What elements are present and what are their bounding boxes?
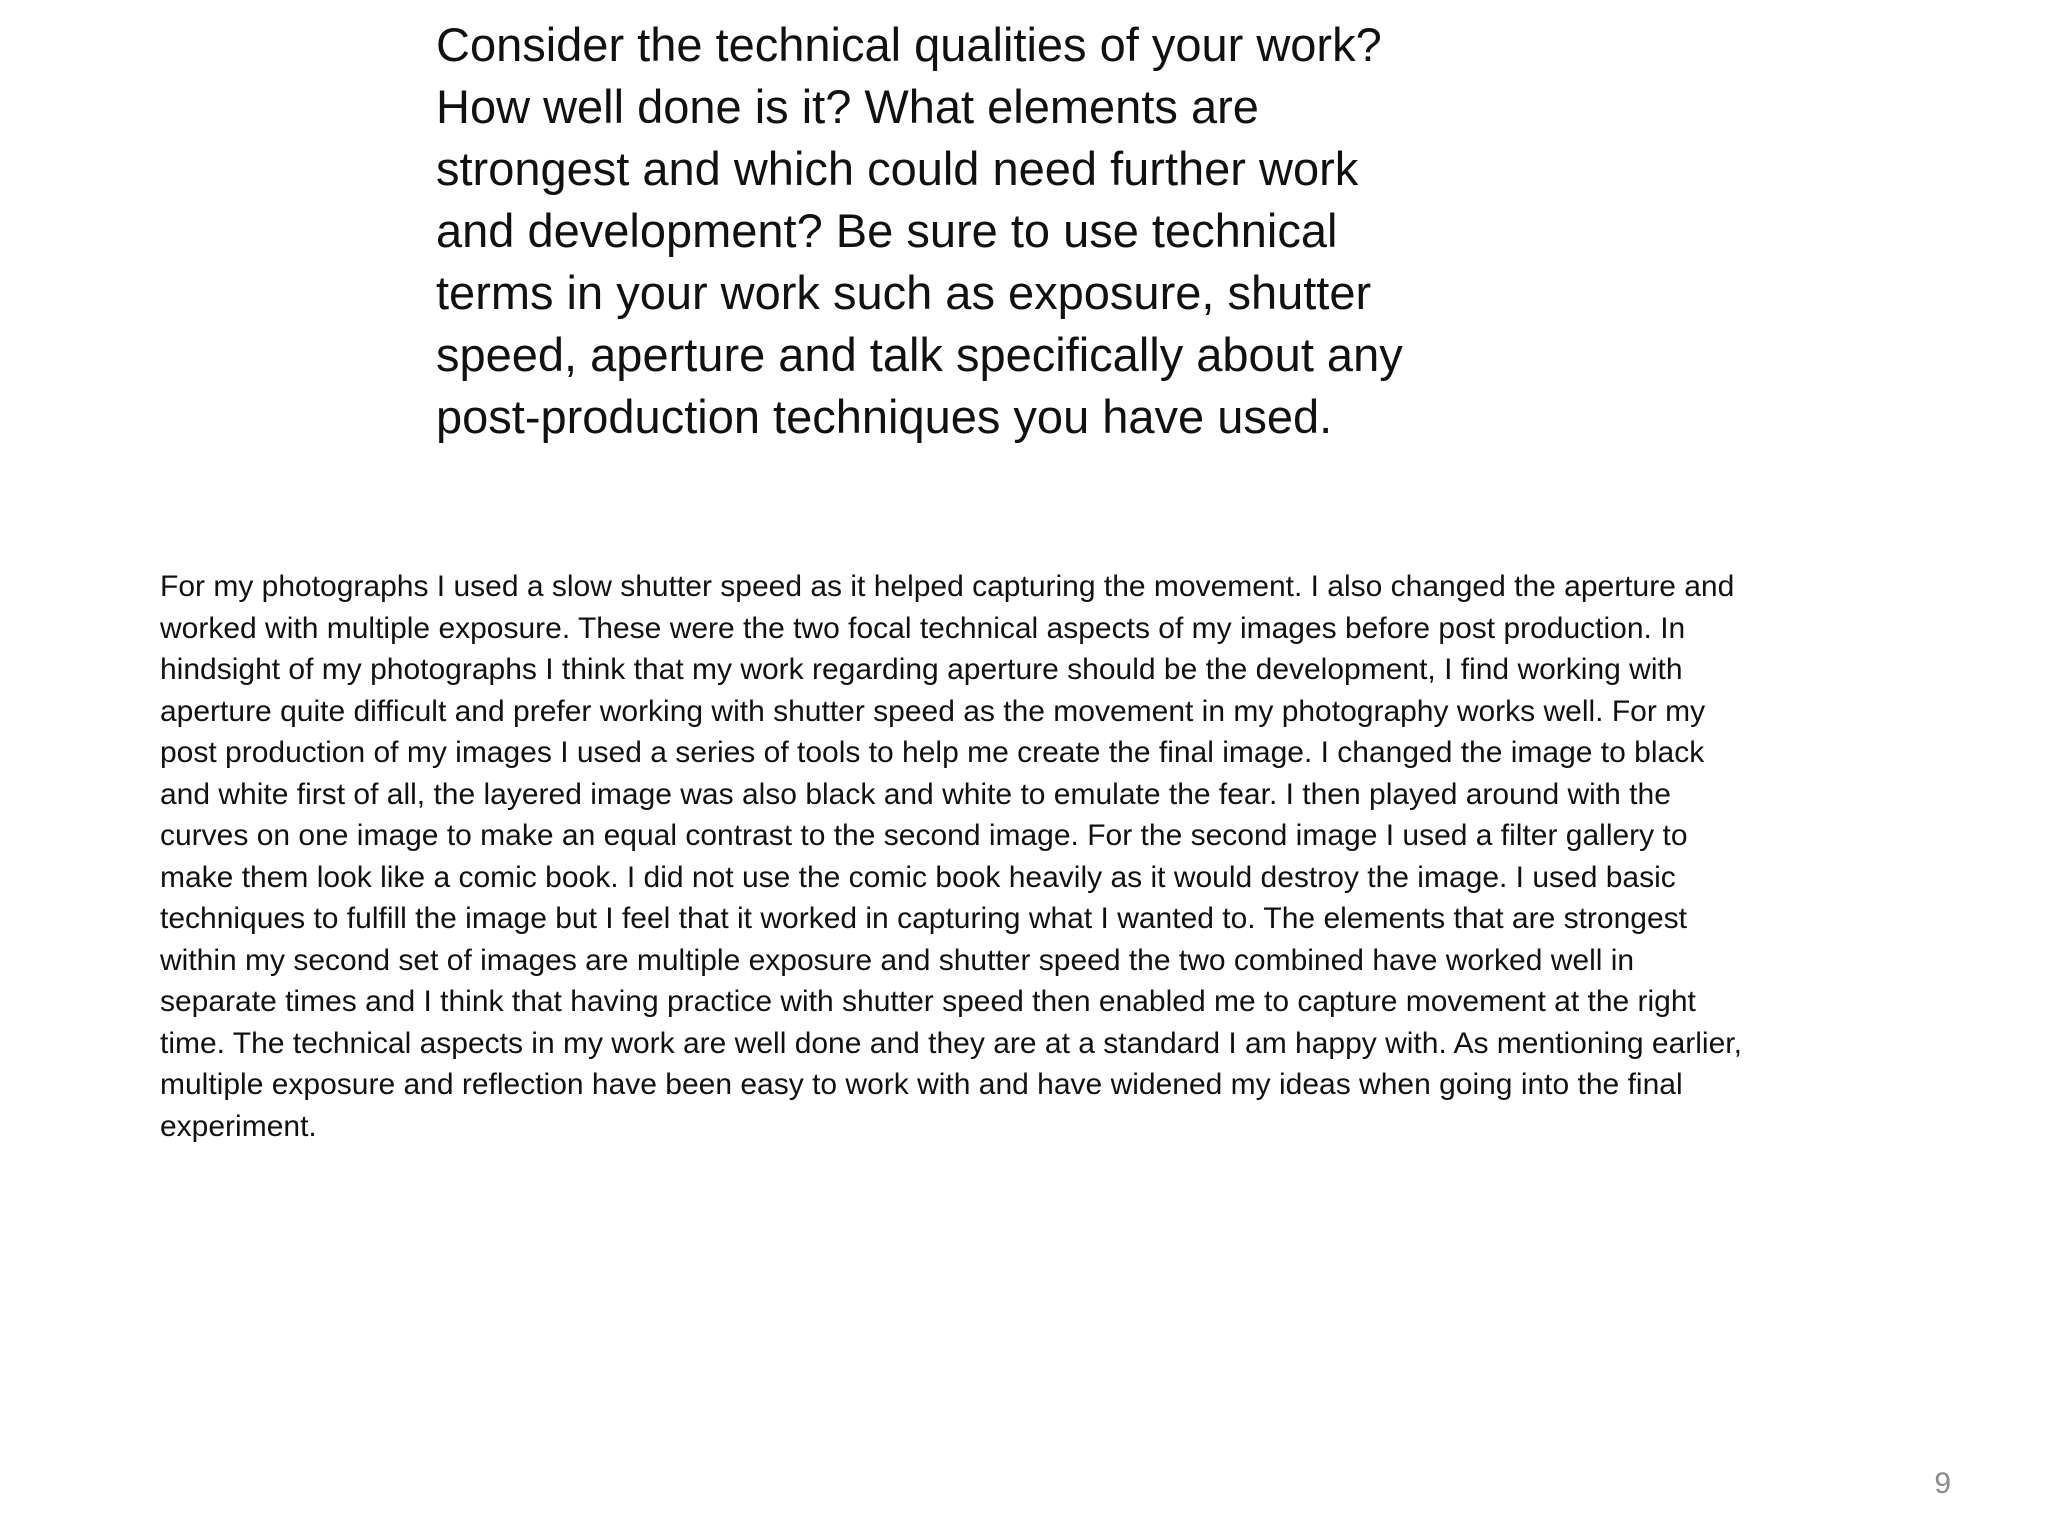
prompt-text: Consider the technical qualities of your work? How well done is it? What elements are strongest and which could need further work and development? Be sure to use technical terms in your work such as exposure, shutter speed, aperture and talk specifically about any post-production techniques you have used. — [436, 18, 1403, 443]
response-text: For my photographs I used a slow shutter speed as it helped capturing the movement. I also changed the aperture and worked with multiple exposure. These were the two focal technical aspects of my images before post production. In hindsight of my photographs I think that my work regarding aperture should be the development, I find working with aperture quite difficult and prefer working with shutter speed as the movement in my photography works well. For my post production of my images I used a series of tools to help me create the final image. I changed the image to black and white first of all, the layered image was also black and white to emulate the fear. I then played around with the curves on one image to make an equal contrast to the second image. For the second image I used a filter gallery to make them look like a comic book. I did not use the comic book heavily as it would destroy the image. I used basic techniques to fulfill the image but I feel that it worked in capturing what I wanted to. The elements that are strongest within my second set of images are multiple exposure and shutter speed the two combined have worked well in separate times and I think that having practice with shutter speed then enabled me to capture movement at the right time. The technical aspects in my work are well done and they are at a standard I am happy with. As mentioning earlier, multiple exposure and reflection have been easy to work with and have widened my ideas when going into the final experiment. — [160, 570, 1742, 1143]
page-number: 9 — [1934, 1467, 1951, 1500]
